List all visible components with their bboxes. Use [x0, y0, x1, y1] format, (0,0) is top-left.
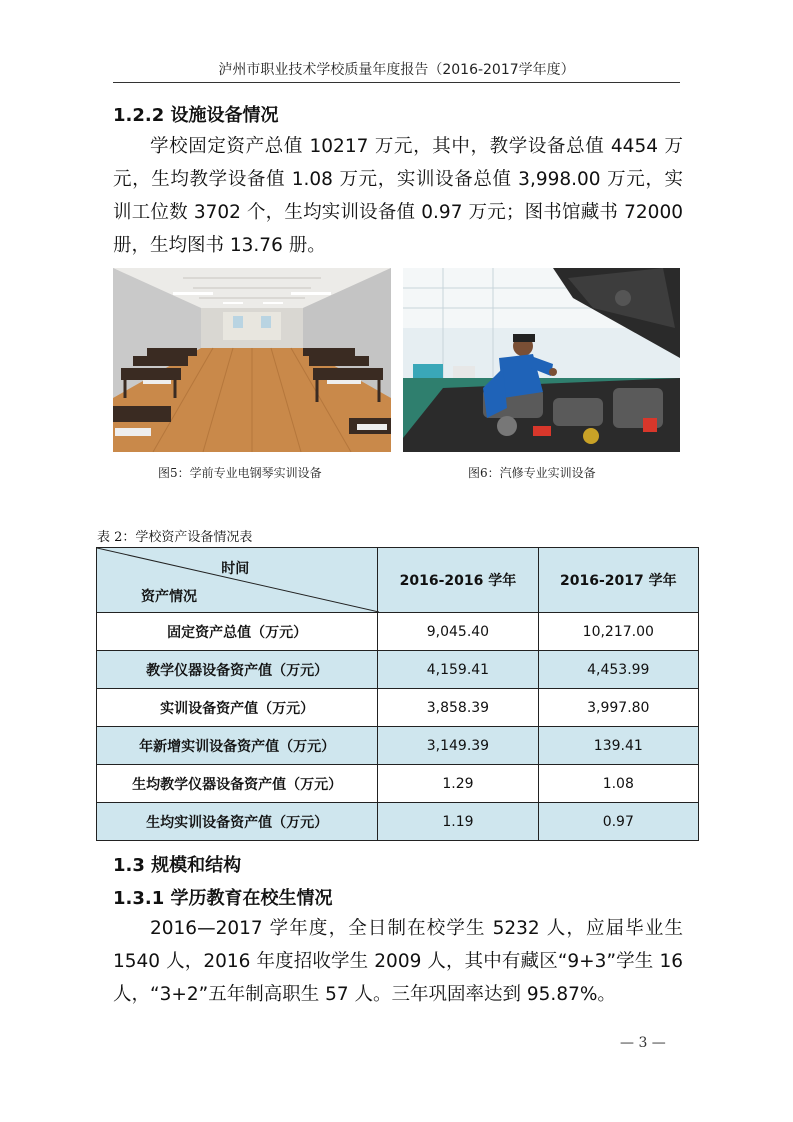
table-cell: 139.41 — [538, 727, 698, 765]
table-row — [97, 613, 699, 651]
row-label: 生均教学仪器设备资产值（万元） — [97, 765, 378, 803]
table-row — [97, 765, 699, 803]
table-cell: 9,045.40 — [378, 613, 538, 651]
table-row — [97, 727, 699, 765]
table-cell: 1.08 — [538, 765, 698, 803]
row-label: 生均实训设备资产值（万元） — [97, 803, 378, 841]
table-cell: 3,858.39 — [378, 689, 538, 727]
piano-classroom-photo — [113, 268, 391, 452]
table-cell: 1.29 — [378, 765, 538, 803]
table-cell: 4,453.99 — [538, 651, 698, 689]
enrollment-paragraph: 2016—2017 学年度，全日制在校学生 5232 人，应届毕业生 1540 人，2016 年度招收学生 2009 人，其中有藏区“9+3”学生 16 人，“3+2”五年制高职生 57 人。三年巩固率达到 95.87%。 — [113, 918, 683, 1005]
figure-6-caption: 图6：汽修专业实训设备 — [468, 466, 596, 480]
page-number: — 3 — — [620, 1035, 666, 1051]
section-heading-1-3: 1.3 规模和结构 — [113, 855, 242, 876]
table-row — [97, 803, 699, 841]
corner-bottom-label: 资产情况 — [141, 589, 197, 605]
row-label: 年新增实训设备资产值（万元） — [97, 727, 378, 765]
table-row — [97, 651, 699, 689]
corner-header-cell — [97, 548, 378, 613]
figure-5-caption: 图5：学前专业电钢琴实训设备 — [158, 466, 322, 480]
auto-repair-photo — [403, 268, 680, 452]
row-label: 固定资产总值（万元） — [97, 613, 378, 651]
column-header-2016-2017: 2016-2017 学年 — [538, 548, 698, 613]
running-header: 泸州市职业技术学校质量年度报告（2016-2017学年度） — [113, 60, 680, 83]
assets-table — [96, 547, 699, 841]
table-cell: 3,149.39 — [378, 727, 538, 765]
table-2-title: 表 2：学校资产设备情况表 — [97, 530, 253, 545]
table-header-row — [97, 548, 699, 613]
table-row — [97, 689, 699, 727]
section-heading-1-2-2: 1.2.2 设施设备情况 — [113, 105, 279, 126]
facilities-paragraph: 学校固定资产总值 10217 万元，其中，教学设备总值 4454 万元，生均教学设备值 1.08 万元，实训设备总值 3,998.00 万元，实训工位数 3702 个，生均实训设备值 0.97 万元；图书馆藏书 72000 册，生均图书 13.76 册。 — [113, 136, 683, 256]
table-cell: 10,217.00 — [538, 613, 698, 651]
table-cell: 3,997.80 — [538, 689, 698, 727]
column-header-2016-2016: 2016-2016 学年 — [378, 548, 538, 613]
row-label: 教学仪器设备资产值（万元） — [97, 651, 378, 689]
table-cell: 4,159.41 — [378, 651, 538, 689]
row-label: 实训设备资产值（万元） — [97, 689, 378, 727]
table-cell: 1.19 — [378, 803, 538, 841]
table-cell: 0.97 — [538, 803, 698, 841]
corner-top-label: 时间 — [221, 561, 250, 577]
section-heading-1-3-1: 1.3.1 学历教育在校生情况 — [113, 888, 333, 909]
